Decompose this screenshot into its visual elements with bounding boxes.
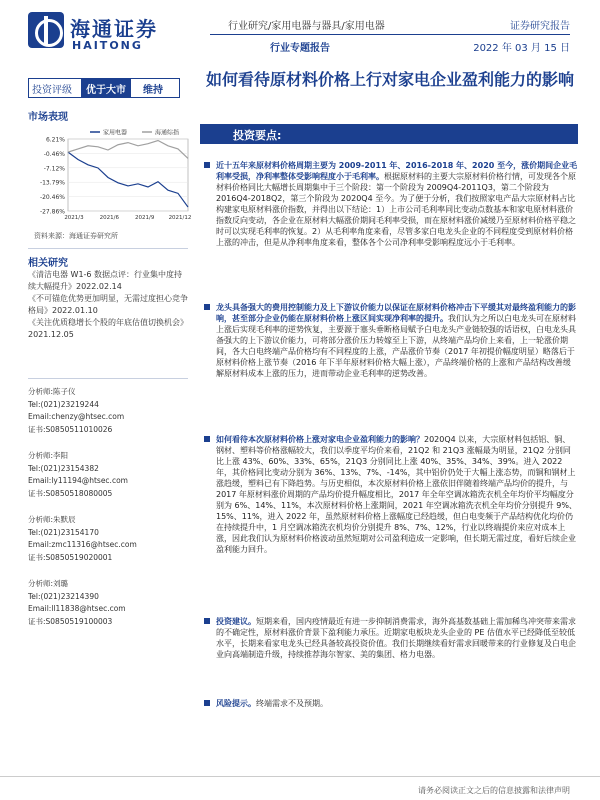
page-footer	[0, 776, 600, 795]
chart-source: 资料来源：海通证券研究所	[34, 232, 118, 240]
bullet-icon	[204, 700, 210, 706]
analyst-tel: Tel:(021)23154382	[28, 463, 99, 473]
analyst-cert: 证书:S0850519100003	[28, 616, 113, 626]
analyst-list	[28, 386, 188, 642]
key-point-highlight: 投资建议。	[216, 617, 256, 626]
analyst-tel: Tel:(021)23154170	[28, 527, 99, 537]
x-tick-label: 2021/6	[99, 215, 120, 221]
key-point-highlight: 如何看待本次原材料价格上涨对家电企业盈利能力的影响？	[216, 435, 424, 444]
series-line-appliance	[68, 152, 188, 207]
rating-status: 维持	[143, 84, 163, 96]
x-tick-label: 2021/12	[168, 215, 192, 221]
key-point-body: 终端需求不及预期。	[256, 699, 328, 708]
market-chart-svg	[28, 127, 193, 225]
key-point-body: 我们认为之所以白电龙头可在原材料上涨后实现毛利率的逆势恢复，主要源于塞头垂断格局赋予白电龙头产业链较强的话语权，白电龙头具备强大的上下游议价能力，可将部分涨价压力转嫁至上下游，从终端产品均价上来看，上一轮涨价期间，各大白电终端产品价格均有不同程度的上涨，产品涨价节奏（2017 年初提价幅度明显）略落后于原材料价格上涨节奏（2016 年下半年原材料价格大幅上涨），产品终端价格的上涨和产品结构改善缓解原材料成本上涨的压力，进而带动企业毛利率的逆势改善。	[216, 314, 576, 378]
key-point-highlight: 龙头具备强大的费用控制能力及上下游议价能力以保证在原材料价格冲击下平缓其对最终盈利能力的影响，甚至部分企业仍能在原材料价格上涨区间实现净利率的提升。	[216, 303, 576, 323]
report-series-title: 行业专题报告	[270, 43, 330, 54]
rating-value: 优于大市	[81, 79, 131, 97]
analyst-cert: 证书:S0850518080005	[28, 488, 113, 498]
y-tick-label: 6.21%	[45, 136, 65, 144]
key-point-2	[204, 302, 578, 379]
key-point-body: 2020Q4 以来，大宗原材料包括铝、铜、钢材、塑料等价格涨幅较大，我们以季度平均价来看，21Q2 和 21Q3 涨幅最为明显，21Q2 分别同比上涨 43%、60%、33%、65%，21Q3 分别同比上涨 40%、35%、34%、39%。进入 2022 年，其价格同比变动分别为 36%、13%、7%、-14%，其中铝价仍处于大幅上涨态势，而铜和钢材上涨趋缓，塑料已有下降趋势。与历史相似，本次原材料价格上涨依旧伴随着终端产品均价的提升，与 2017 年原材料涨价周期的产品均价提升幅度相比，2017 年全年空调冰箱洗衣机全年均价平均幅度分别为 6%、14%、11%，本次原材料价格上涨期间，2021 年空调冰箱洗衣机全年均价分别提升 9%、15%、11%，进入 2022 年，虽然原材料价格上涨幅度已经趋缓，但白电变频于产品结构优化均价仍在持续提升中，1 月空调冰箱洗衣机均价分别提升 8%、7%、12%，行业以终端提价来应对成本上涨，因此我们认为原材料价格波动虽然短期对公司盈利造成一定影响，但长期无需过度，看好后续企业盈利能力回升。	[216, 435, 577, 554]
chart-plot-frame	[68, 139, 188, 211]
key-point-body: 短期来看，国内疫情最近有进一步抑制消费需求，海外高基数基础上需加稀鸟冲突带来需求的不确定性，原材料涨价背景下盈利能力承压。近期家电板块龙头企业的 PE 估值水平已经降低至较低水平，长期来看家电龙头已经具备较高投资价值。我们长期继续看好需求回暖带来的行业修复及白电企业向高端制造升级，持续推荐海尔智家、美的集团、格力电器。	[216, 617, 576, 659]
key-point-3	[204, 434, 578, 555]
related-section-title: 相关研究	[28, 258, 68, 269]
report-type: 证券研究报告	[510, 21, 570, 32]
y-tick-label: -13.79%	[39, 179, 65, 187]
analyst-name: 分析师:刘璐	[28, 579, 69, 588]
analyst-card	[28, 578, 188, 628]
bullet-icon	[204, 436, 210, 442]
key-point-5	[204, 698, 578, 709]
haitong-logo-icon	[28, 12, 64, 48]
bullet-icon	[204, 304, 210, 310]
analyst-email[interactable]: Email:zmc11316@htsec.com	[28, 540, 137, 549]
related-item[interactable]: 《不可锚危优势更加明显，无需过度担心竞争格局》2022.01.10	[28, 294, 188, 315]
company-logo	[28, 12, 158, 58]
logo-english-name: HAITONG	[72, 39, 143, 52]
analyst-cert: 证书:S0850511010026	[28, 424, 113, 434]
legend-label: 家用电器	[103, 129, 128, 137]
legend-label: 海通综指	[155, 129, 180, 137]
disclaimer-note: 请务必阅读正文之后的信息披露和法律声明	[418, 786, 570, 795]
key-point-highlight: 风险提示。	[216, 699, 256, 708]
key-point-1	[204, 160, 578, 248]
rating-label: 投资评级	[32, 84, 72, 96]
section-divider	[28, 378, 188, 379]
industry-category: 行业研究/家用电器与器具/家用电器	[228, 21, 385, 32]
report-headline: 如何看待原材料价格上行对家电企业盈利能力的影响	[206, 70, 575, 89]
market-performance-chart	[28, 127, 193, 225]
analyst-card	[28, 386, 188, 436]
y-tick-label: -27.86%	[39, 208, 65, 216]
key-points-banner	[200, 124, 578, 144]
related-item[interactable]: 《清洁电器 W1-6 数据点评：行业集中度持续大幅提升》2022.02.14	[28, 270, 183, 291]
related-item[interactable]: 《关注优质稳增长个股的年底估值切换机会》2021.12.05	[28, 318, 188, 339]
section-divider	[28, 248, 188, 249]
market-section-title: 市场表现	[28, 112, 68, 123]
analyst-email[interactable]: Email:chenzy@htsec.com	[28, 412, 125, 421]
key-point-highlight: 近十五年来原材料价格周期主要为 2009-2011 年、2016-2018 年、2020 至今，涨价期间企业毛利率受损，净利率整体受影响程度小于毛利率。	[216, 161, 578, 181]
series-line-index	[68, 141, 188, 159]
analyst-name: 分析师:朱默辰	[28, 515, 76, 524]
y-tick-label: -20.46%	[39, 194, 65, 202]
analyst-cert: 证书:S0850519020001	[28, 552, 113, 562]
analyst-email[interactable]: Email:ll11838@htsec.com	[28, 604, 126, 613]
report-date: 2022 年 03 月 15 日	[473, 43, 570, 54]
x-tick-label: 2021/9	[134, 215, 155, 221]
analyst-tel: Tel:(021)23219244	[28, 399, 99, 409]
bullet-icon	[204, 162, 210, 168]
x-tick-label: 2021/3	[64, 215, 84, 221]
logo-chinese-name: 海通证券	[70, 17, 158, 41]
bullet-icon	[204, 618, 210, 624]
analyst-name: 分析师:李阳	[28, 451, 69, 460]
header-divider	[210, 34, 570, 35]
y-tick-label: -0.46%	[43, 150, 65, 158]
key-points-title: 投资要点:	[233, 129, 282, 142]
analyst-card	[28, 450, 188, 500]
related-research-list	[28, 269, 188, 341]
analyst-tel: Tel:(021)23214390	[28, 591, 99, 601]
analyst-card	[28, 514, 188, 564]
y-tick-label: -7.12%	[43, 165, 65, 173]
analyst-email[interactable]: Email:ly11194@htsec.com	[28, 476, 128, 485]
page-header	[0, 0, 600, 66]
analyst-name: 分析师:陈子仪	[28, 387, 76, 396]
key-point-body: 根据原材料的主要大宗原材料价格行情，可发现各个原材料价格同比大幅增长周期集中于三个阶段：第一个阶段为 2009Q4-2011Q3，第二个阶段为 2016Q4-2018Q2，第三个阶段为 2020Q4 至今。为了便于分析，我们按照家电产品大宗原材料占比构建家电原材料涨价指数，并得出以下结论：1）上市公司毛利率同比变动点数基本和家电原材料涨价指数反向变动，各企业在原材料大幅涨价期间毛利率受损，而在原材料涨价减缓乃至原材料价格平稳之时可以实现毛利率的恢复。2）从毛利率角度来看，尽管多家白电龙头企业的不同程度受到原材料价格上涨的冲击，但是从净利率角度来看，整体各个公司净利率受影响程度远小于毛利率。	[216, 172, 576, 247]
key-point-4	[204, 616, 578, 660]
investment-rating	[28, 78, 180, 98]
